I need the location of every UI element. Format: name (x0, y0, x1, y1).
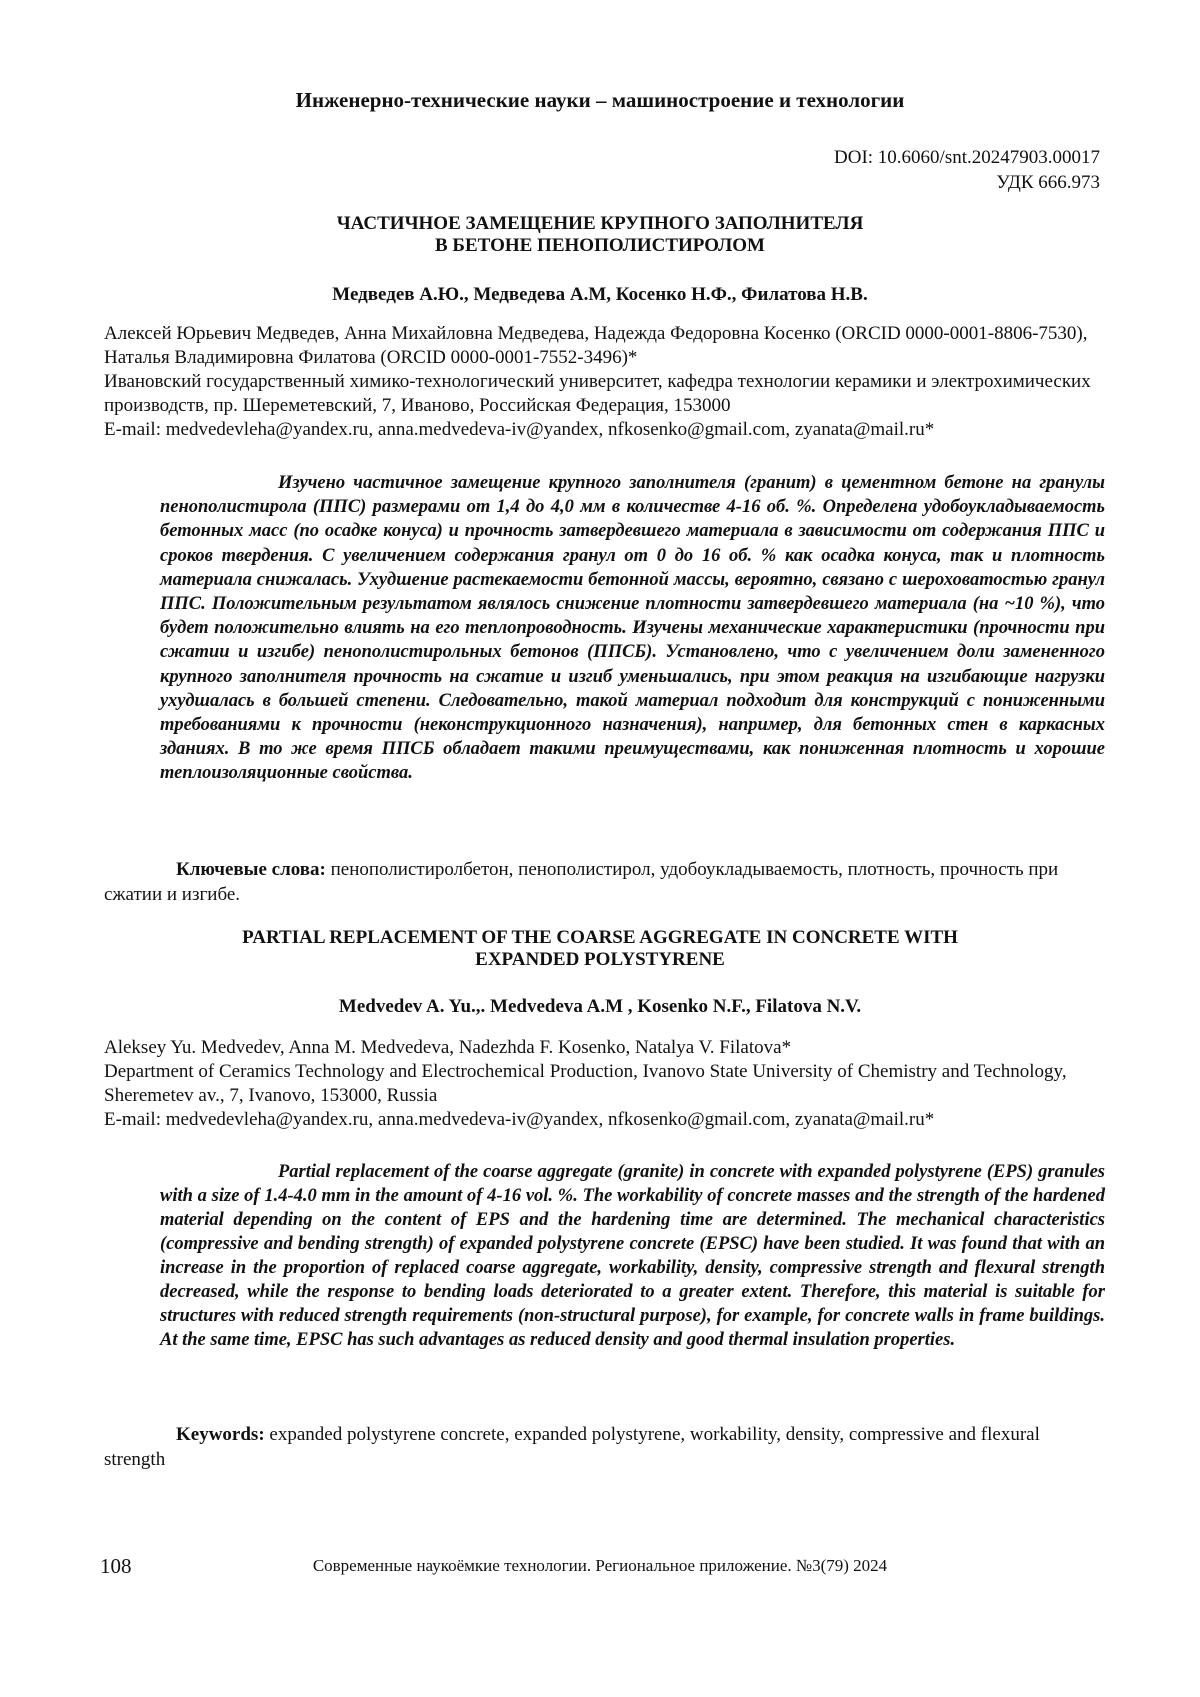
en-title-line1: PARTIAL REPLACEMENT OF THE COARSE AGGREGATE IN CONCRETE WITH (242, 927, 958, 948)
en-title-line2: EXPANDED POLYSTYRENE (475, 949, 725, 970)
page-number: 108 (100, 1554, 132, 1578)
ru-affiliation-block (104, 322, 1104, 442)
ru-title-line2: В БЕТОНЕ ПЕНОПОЛИСТИРОЛОМ (435, 235, 765, 256)
ru-keywords (104, 857, 1104, 907)
doi: DOI: 10.6060/snt.20247903.00017 (834, 147, 1100, 168)
en-authors-short: Medvedev A. Yu.,. Medvedeva A.M , Kosenko N.F., Filatova N.V. (338, 996, 862, 1017)
ru-title-line1: ЧАСТИЧНОЕ ЗАМЕЩЕНИЕ КРУПНОГО ЗАПОЛНИТЕЛЯ (336, 213, 864, 234)
en-title (100, 927, 1100, 971)
en-affiliation: Department of Ceramics Technology and Electrochemical Production, Ivanovo State University of Chemistry and Technology, Sheremetev av., 7, Ivanovo, 153000, Russia (104, 1061, 1067, 1106)
ru-keywords-text: пенополистиролбетон, пенополистирол, удобоукладываемость, плотность, прочность при сжатии и изгибе. (104, 859, 1059, 905)
ru-abstract: Изучено частичное замещение крупного заполнителя (гранит) в цементном бетоне на гранулы пенополистирола (ППС) размерами от 1,4 до 4,0 мм в количестве 4-16 об. %. Определена удобоукладываемость бетонных масс (по осадке конуса) и прочность затвердевшего материала в зависимости от содержания ППС и сроков твердения. С увеличением содержания гранул от 0 до 16 об. % как осадка конуса, так и плотность материала снижалась. Ухудшение растекаемости бетонной массы, вероятно, связано с шероховатостью гранул ППС. Положительным результатом являлось снижение плотности затвердевшего материала (на ~10 %), что будет положительно влиять на его теплопроводность. Изучены механические характеристики (прочности при сжатии и изгибе) пенополистирольных бетонов (ППСБ). Установлено, что с увеличением доли замененного крупного заполнителя прочность на сжатие и изгиб уменьшались, при этом реакция на изгибающие нагрузки ухудшалась в большей степени. Следовательно, такой материал подходит для конструкций с пониженными требованиями к прочности (неконструкционного назначения), например, для бетонных стен в каркасных зданиях. В то же время ППСБ обладает такими преимуществами, как пониженная плотность и хорошие теплоизоляционные свойства. (160, 473, 1105, 784)
en-keywords-text: expanded polystyrene concrete, expanded polystyrene, workability, density, compressive and flexural strength (104, 1424, 1040, 1470)
journal-section-header: Инженерно-технические науки – машиностроение и технологии (295, 88, 905, 112)
ru-keywords-label: Ключевые слова: (176, 859, 326, 880)
en-abstract: Partial replacement of the coarse aggregate (granite) in concrete with expanded polystyrene (EPS) granules with a size of 1.4-4.0 mm in the amount of 4-16 vol. %. The workability of concrete masses and the strength of the hardened material depending on the content of EPS and the hardening time are determined. The mechanical characteristics (compressive and bending strength) of expanded polystyrene concrete (EPSC) have been studied. It was found that with an increase in the proportion of replaced coarse aggregate, workability, density, compressive strength and flexural strength decreased, while the response to bending loads deteriorated to a greater extent. Therefore, this material is suitable for structures with reduced strength requirements (non-structural purpose), for example, for concrete walls in frame buildings. At the same time, EPSC has such advantages as reduced density and good thermal insulation properties. (160, 1162, 1105, 1350)
ru-affiliation: Ивановский государственный химико-технологический университет, кафедра технологии керамики и электрохимических производств, пр. Шереметевский, 7, Иваново, Российская Федерация, 153000 (104, 371, 1091, 416)
udk: УДК 666.973 (996, 172, 1100, 193)
en-keywords-label: Keywords: (176, 1424, 265, 1445)
ru-authors-short: Медведев А.Ю., Медведева А.М, Косенко Н.Ф., Филатова Н.В. (332, 284, 868, 305)
en-keywords (104, 1422, 1104, 1472)
en-affiliation-block (104, 1036, 1104, 1132)
doi-block (834, 145, 1100, 195)
ru-title (100, 213, 1100, 257)
ru-authors-full: Алексей Юрьевич Медведев, Анна Михайловна Медведева, Надежда Федоровна Косенко (ORCID 0000-0001-8806-7530), Наталья Владимировна Филатова (ORCID 0000-0001-7552-3496)* (104, 323, 1088, 368)
journal-name: Современные наукоёмкие технологии. Региональное приложение. №3(79) 2024 (312, 1556, 888, 1575)
ru-email: E-mail: medvedevleha@yandex.ru, anna.medvedeva-iv@yandex, nfkosenko@gmail.com, zyanata@mail.ru* (104, 419, 935, 440)
en-authors-full: Aleksey Yu. Medvedev, Anna M. Medvedeva, Nadezhda F. Kosenko, Natalya V. Filatova* (104, 1037, 792, 1058)
en-email: E-mail: medvedevleha@yandex.ru, anna.medvedeva-iv@yandex, nfkosenko@gmail.com, zyanata@mail.ru* (104, 1109, 935, 1130)
